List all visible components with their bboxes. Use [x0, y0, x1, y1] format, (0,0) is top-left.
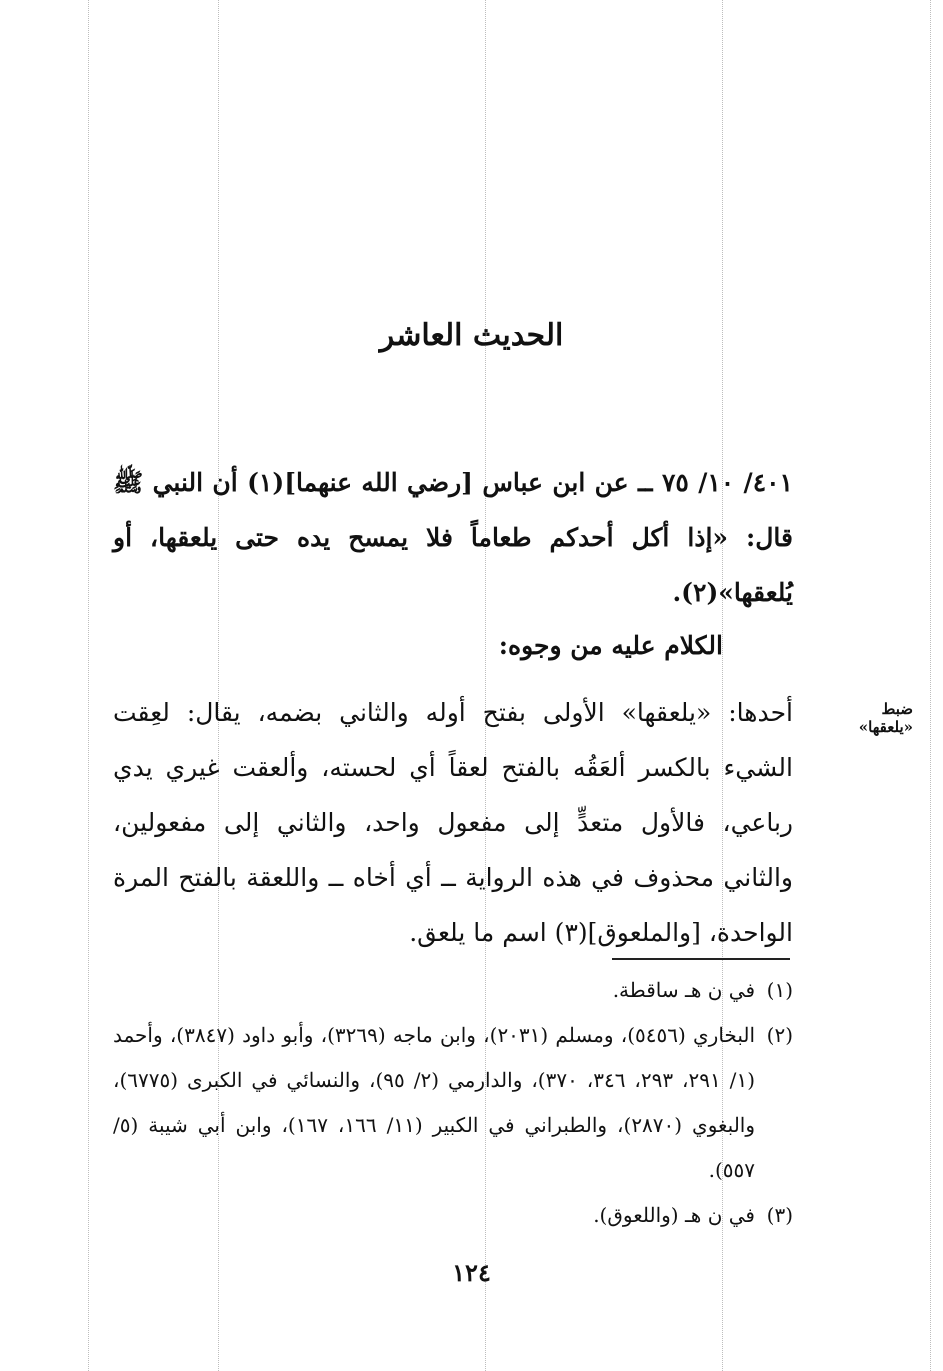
footnote-number: (١): [766, 978, 793, 1002]
footnote: [113, 968, 793, 1013]
footnote: [113, 1193, 793, 1238]
dotted-guide-line: [930, 0, 931, 1371]
chapter-title: الحديث العاشر: [379, 318, 564, 353]
footnote-divider: [612, 958, 790, 960]
footnote-text: البخاري (٥٤٥٦)، ومسلم (٢٠٣١)، وابن ماجه (٣٢٦٩)، وأبو داود (٣٨٤٧)، وأحمد (١/ ٢٩١، ٢٩٣، ٣٤٦، ٣٧٠)، والدارمي (٢/ ٩٥)، والنسائي في الكبرى (٦٧٧٥)، والبغوي (٢٨٧٠)، والطبراني في الكبير (١١/ ١٦٦، ١٦٧)، وابن أبي شيبة (٥/ ٥٥٧).: [113, 1023, 756, 1182]
page-number: ١٢٤: [452, 1258, 491, 1287]
commentary-paragraph: أحدها: «يلعقها» الأولى بفتح أوله والثاني بضمه، يقال: لعِقت الشيء بالكسر ألعَقُه بالفتح لعقاً أي لحسته، وألعقت غيري يدي رباعي، فالأول متعدٍّ إلى مفعول واحد، والثاني إلى مفعولين، والثاني محذوف في هذه الرواية ــ أي أخاه ــ واللعقة بالفتح المرة الواحدة، [والملعوق](٣) اسم ما يلعق.: [113, 698, 793, 947]
margin-note: ضبط «يلعقها»: [858, 700, 913, 736]
section-lead: الكلام عليه من وجوه:: [498, 631, 723, 660]
footnote-number: (٣): [766, 1203, 793, 1227]
footnote-text: في ن هـ ساقطة.: [612, 978, 755, 1002]
footnote-text: في ن هـ (واللعوق).: [593, 1203, 755, 1227]
dotted-guide-line: [88, 0, 89, 1371]
hadith-text: ٤٠١/ ١٠/ ٧٥ ــ عن ابن عباس [رضي الله عنهما](١) أن النبي ﷺ قال: «إذا أكل أحدكم طعاماً فلا يمسح يده حتى يلعقها، أو يُلعقها»(٢).: [113, 468, 793, 607]
footnote-number: (٢): [766, 1023, 793, 1047]
footnotes: [113, 968, 793, 1238]
footnote: [113, 1013, 793, 1193]
